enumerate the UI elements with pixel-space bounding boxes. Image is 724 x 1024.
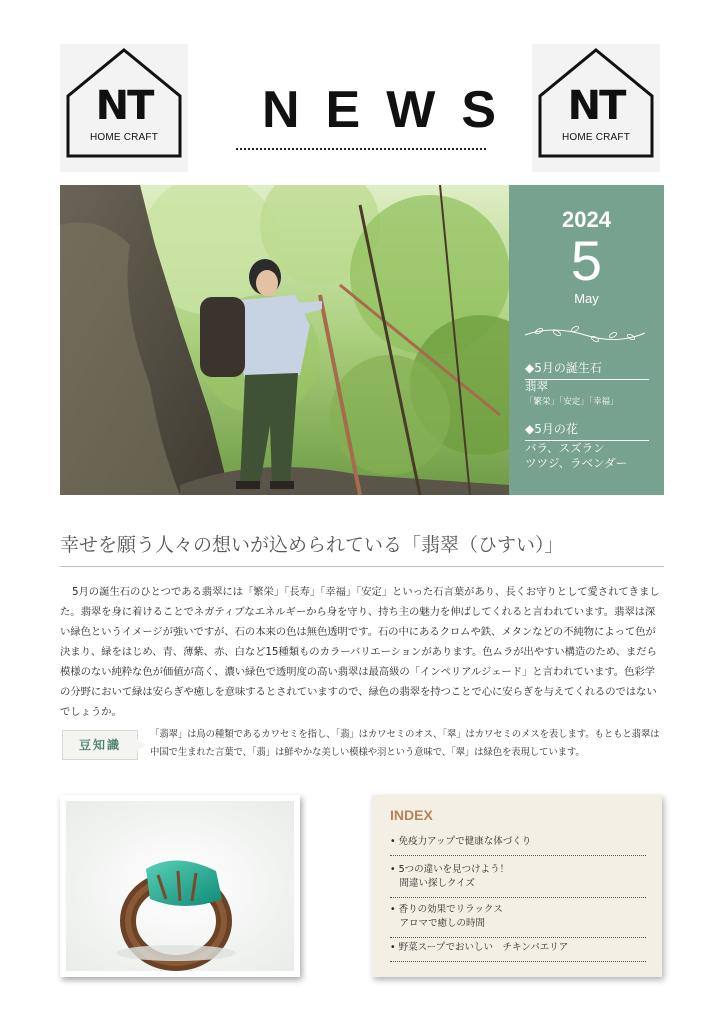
vine-ornament-icon	[523, 323, 647, 345]
issue-month: 5	[570, 229, 603, 292]
article-body: 5月の誕生石のひとつである翡翠には「繁栄」「長寿」「幸福」「安定」といった石言葉があり、長くお守りとして愛されてきました。翡翠を身に着けることでネガティブなエネルギーから身を守り、持ち主の魅力を伸ばしてくれると言われています。翡翠は深い緑色というイメージが強いですが、石の本来の色は無色透明です。石の中にあるクロムや鉄、メタンなどの不純物によって色が決まり、緑をはじめ、青、薄紫、赤、白など15種類ものカラーバリエーションがあります。色ムラが出やすい構造のため、まだら模様のない純粋な色が価値が高く、濃い緑色で透明度の高い翡翠は最高級の「インペリアルジェード」と言われています。色彩学の分野において緑は安らぎや癒しを意味するとされていますので、緑色の翡翠を持つことで心に安らぎを与えてくれるのではないでしょうか。	[60, 586, 660, 718]
news-title: NEWS	[262, 81, 522, 139]
title-underline	[236, 148, 486, 150]
logo-right	[532, 44, 660, 172]
birthstone-meanings: 「繁栄」「安定」「幸福」	[525, 397, 619, 407]
logo-left	[60, 44, 188, 172]
index-item-line: • 免疫力アップで健康な体づくり	[390, 836, 532, 847]
index-item-line: • 野菜スープでおいしい チキンパエリア	[390, 942, 569, 953]
issue-year: 2024	[562, 207, 611, 232]
flower-names-line1: バラ、スズラン	[525, 441, 605, 455]
date-panel	[509, 185, 664, 495]
index-title: INDEX	[390, 807, 433, 823]
index-item[interactable]	[390, 941, 646, 962]
tip-label: 豆知識	[62, 730, 138, 760]
index-item-line: 間違い探しクイズ	[390, 878, 475, 889]
hiker-photo	[60, 185, 509, 495]
index-item[interactable]	[390, 903, 646, 938]
jade-ring-photo	[60, 795, 300, 977]
index-item-line: • 香りの効果でリラックス	[390, 904, 503, 915]
birthstone-heading: ◆5月の誕生石	[525, 359, 649, 380]
article-title: 幸せを願う人々の想いが込められている「翡翠（ひすい）」	[60, 534, 564, 556]
index-item[interactable]	[390, 835, 646, 856]
article-divider	[60, 566, 664, 567]
birthstone-name: 翡翠	[525, 379, 548, 393]
flower-names-line2: ツツジ、ラベンダー	[525, 456, 628, 470]
logo-mark: NT	[95, 83, 153, 129]
index-item-line: • 5つの違いを見つけよう！	[390, 864, 510, 875]
logo-mark: NT	[567, 83, 625, 129]
flower-heading: ◆5月の花	[525, 420, 649, 441]
index-card	[372, 795, 662, 977]
index-item-line: アロマで癒しの時間	[390, 918, 486, 929]
issue-month-name: May	[574, 291, 599, 306]
index-item[interactable]	[390, 863, 646, 898]
logo-subtitle: HOME CRAFT	[89, 132, 159, 143]
tip-text: 「翡翠」は鳥の種類であるカワセミを指し、「翡」はカワセミのオス、「翠」はカワセミのメスを表します。もともと翡翠は中国で生まれた言葉で、「翡」は鮮やかな美しい模様や羽という意味で、「翠」は緑色を表現しています。	[150, 729, 660, 758]
logo-subtitle: HOME CRAFT	[561, 132, 631, 143]
